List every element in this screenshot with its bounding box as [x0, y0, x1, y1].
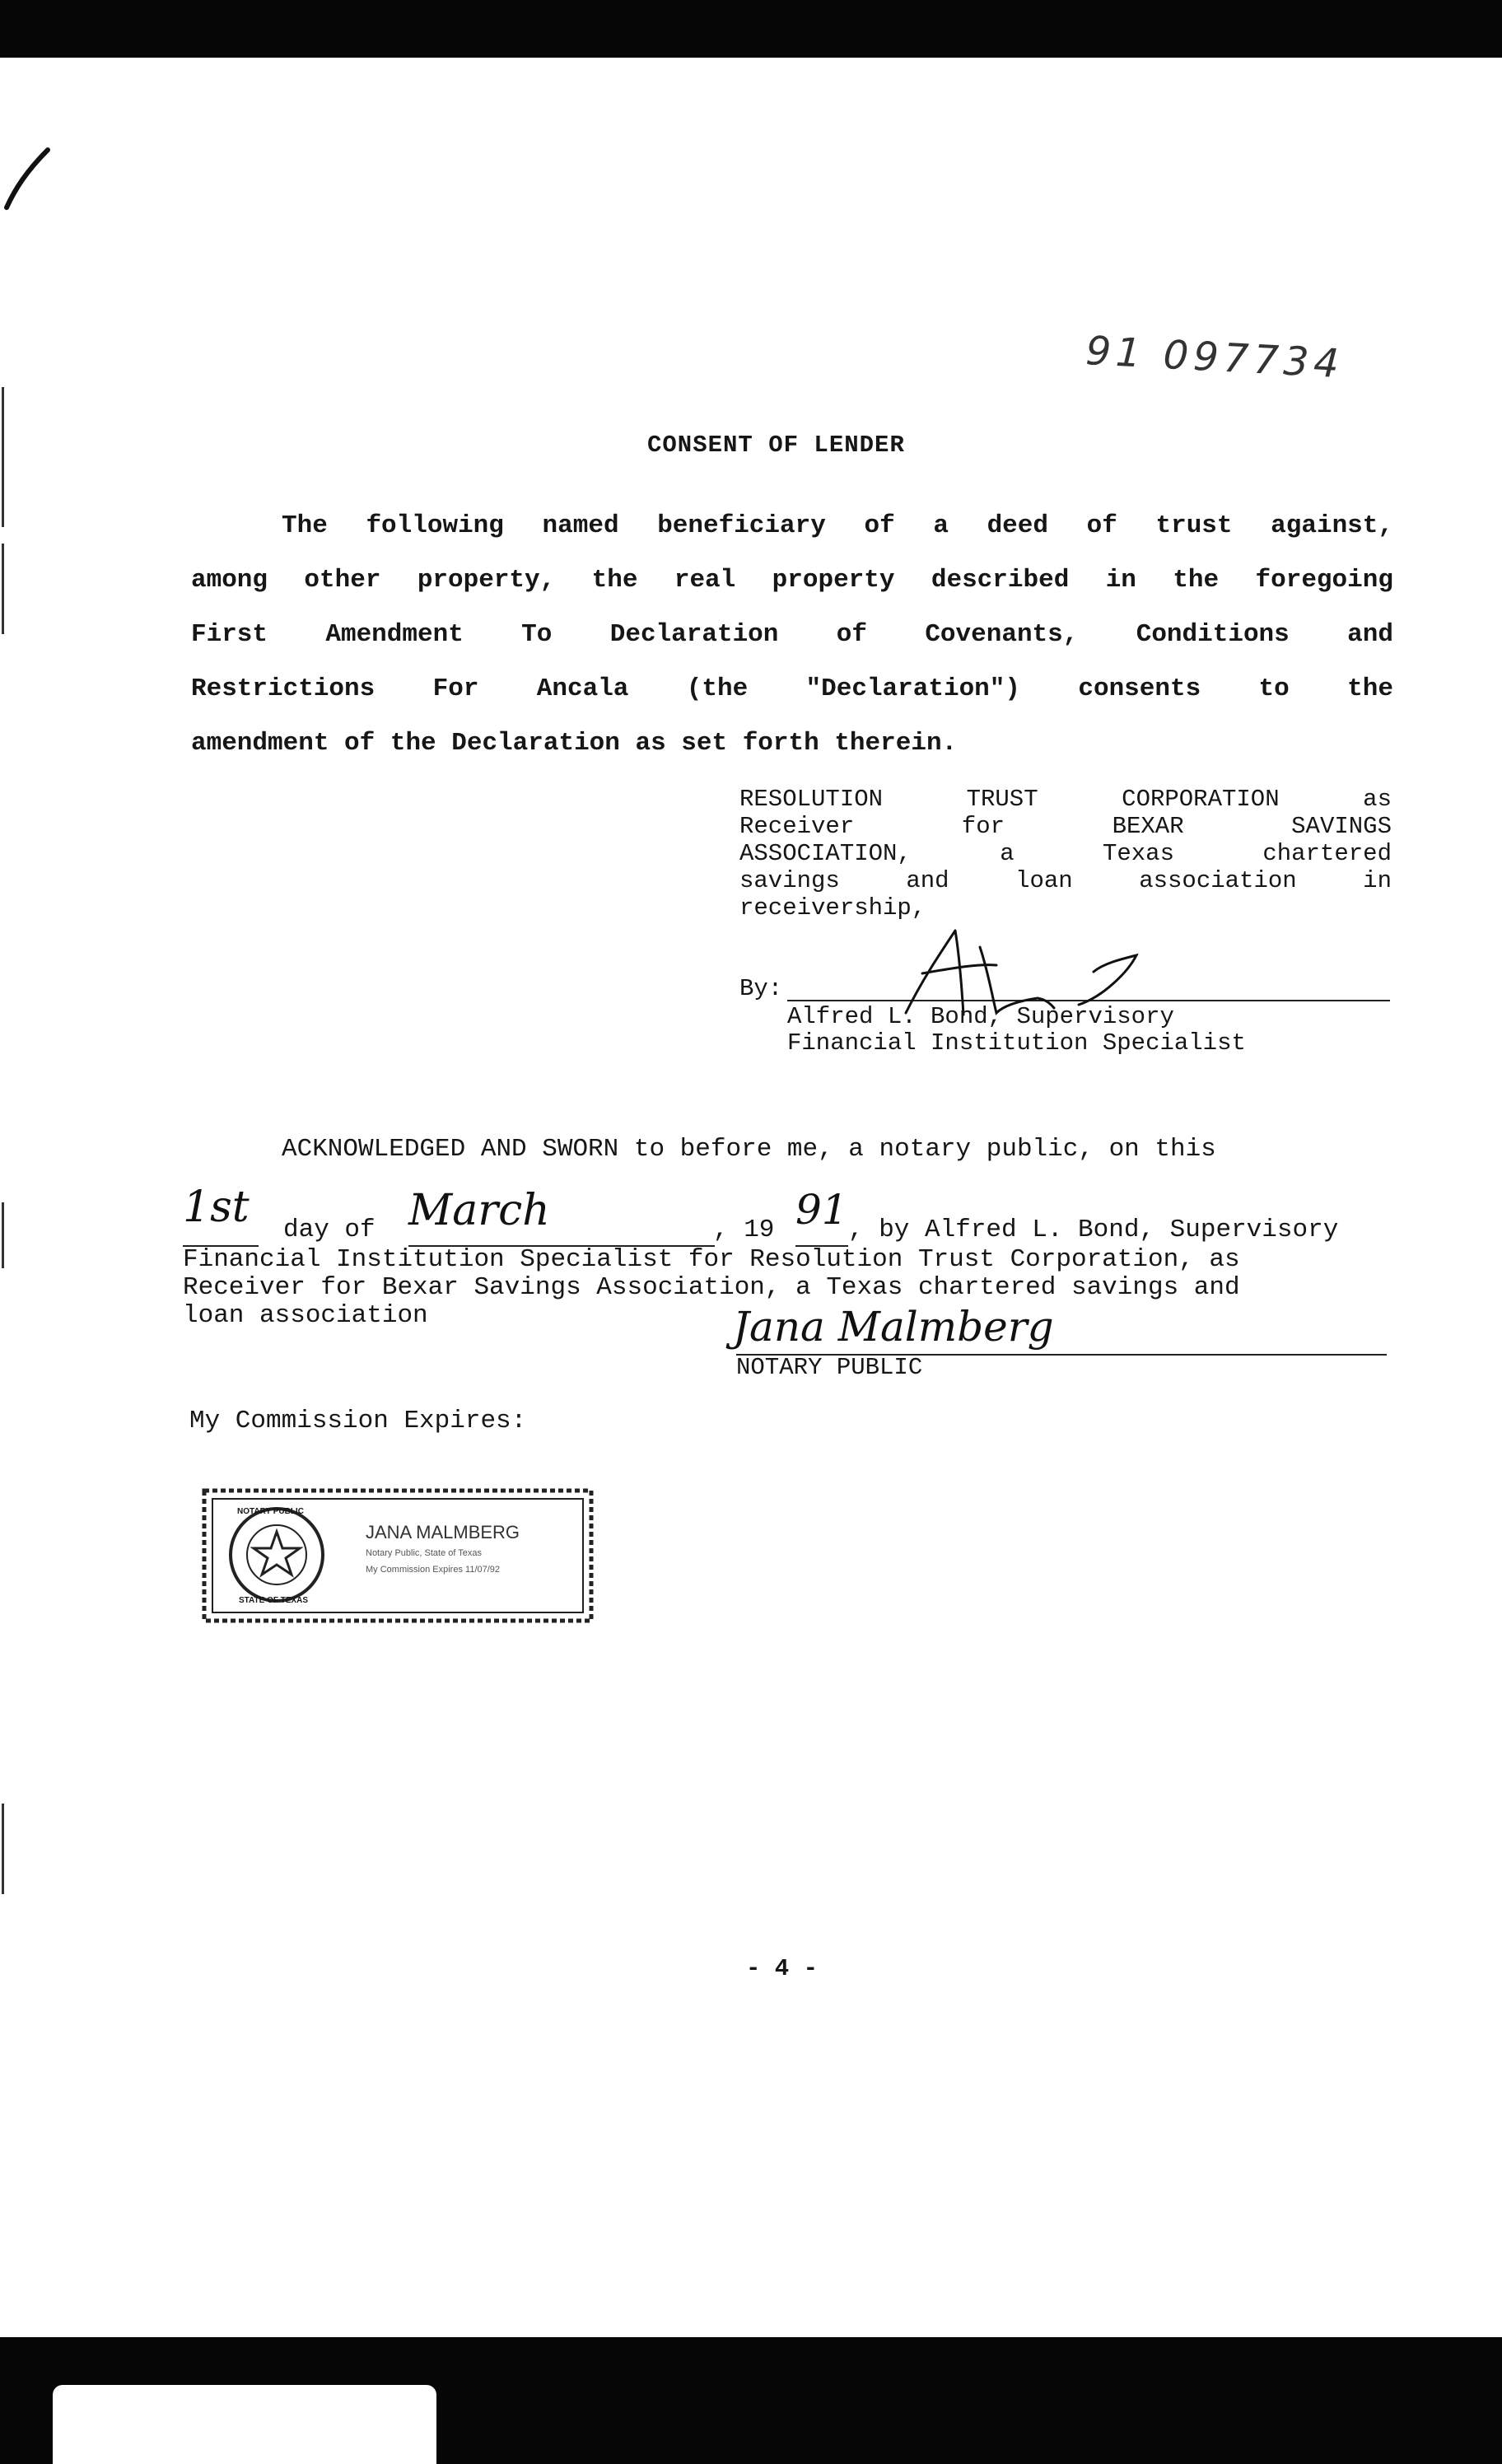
commission-expires-label: My Commission Expires:	[189, 1407, 527, 1435]
paragraph-line-2: among other property, the real property described in the foregoing	[191, 566, 1393, 595]
lender-line-2: Receiver for BEXAR SAVINGS	[739, 813, 1392, 840]
page-number: - 4 -	[746, 1955, 819, 1982]
lender-line-5: receivership,	[739, 894, 926, 922]
scan-edge-mark	[2, 387, 4, 527]
ack-month-handwritten: March	[408, 1186, 550, 1235]
scan-edge-mark	[2, 544, 4, 634]
scan-pen-mark	[0, 140, 58, 214]
lender-line-4: savings and loan association in	[739, 867, 1392, 894]
ack-day-label: day of	[283, 1216, 376, 1244]
scan-edge-mark	[2, 1804, 4, 1894]
scan-top-band	[0, 0, 1502, 58]
notary-public-label: NOTARY PUBLIC	[736, 1354, 923, 1381]
seal-bottom-text: STATE OF TEXAS	[239, 1596, 309, 1605]
ack-year-prefix: , 19	[713, 1216, 775, 1244]
paragraph-line-5: amendment of the Declaration as set forth therein.	[191, 729, 958, 758]
stamp-commission-date: My Commission Expires 11/07/92	[366, 1565, 501, 1575]
notary-signature: Jana Malmberg	[733, 1303, 1054, 1351]
acknowledgment-line-3: Financial Institution Specialist for Resolution Trust Corporation, as	[183, 1245, 1240, 1274]
paragraph-line-1: The following named beneficiary of a deed of trust against,	[282, 511, 1393, 540]
scan-white-tab	[53, 2385, 436, 2464]
stamp-notary-name: JANA MALMBERG	[366, 1522, 520, 1542]
lender-block	[739, 786, 1392, 922]
lender-line-3: ASSOCIATION, a Texas chartered	[739, 840, 1392, 867]
paragraph-line-3: First Amendment To Declaration of Covenants, Conditions and	[191, 620, 1393, 649]
acknowledgment-line-1: ACKNOWLEDGED AND SWORN to before me, a notary public, on this	[282, 1135, 1216, 1164]
stamp-notary-state: Notary Public, State of Texas	[366, 1548, 483, 1558]
paragraph-line-4: Restrictions For Ancala (the "Declaration") consents to the	[191, 674, 1393, 703]
by-label: By:	[739, 975, 783, 1002]
signer-title-line2: Financial Institution Specialist	[787, 1029, 1246, 1057]
lender-line-1: RESOLUTION TRUST CORPORATION as	[739, 786, 1392, 813]
consent-paragraph	[191, 499, 1393, 771]
ack-day-handwritten: 1st	[183, 1183, 250, 1232]
seal-top-text: NOTARY PUBLIC	[237, 1507, 304, 1516]
notary-seal-icon	[227, 1505, 326, 1604]
acknowledgment-line-4: Receiver for Bexar Savings Association, a Texas chartered savings and	[183, 1273, 1240, 1302]
notary-stamp	[193, 1486, 604, 1627]
acknowledgment-line-5: loan association	[183, 1301, 428, 1330]
scan-edge-mark	[2, 1202, 4, 1268]
ack-year-handwritten: 91	[795, 1186, 848, 1234]
signer-name-title: Alfred L. Bond, Supervisory	[787, 1003, 1174, 1030]
document-number: 91 097734	[1085, 328, 1346, 388]
ack-line-2-rest: , by Alfred L. Bond, Supervisory	[848, 1216, 1339, 1244]
page-title: CONSENT OF LENDER	[647, 432, 905, 459]
